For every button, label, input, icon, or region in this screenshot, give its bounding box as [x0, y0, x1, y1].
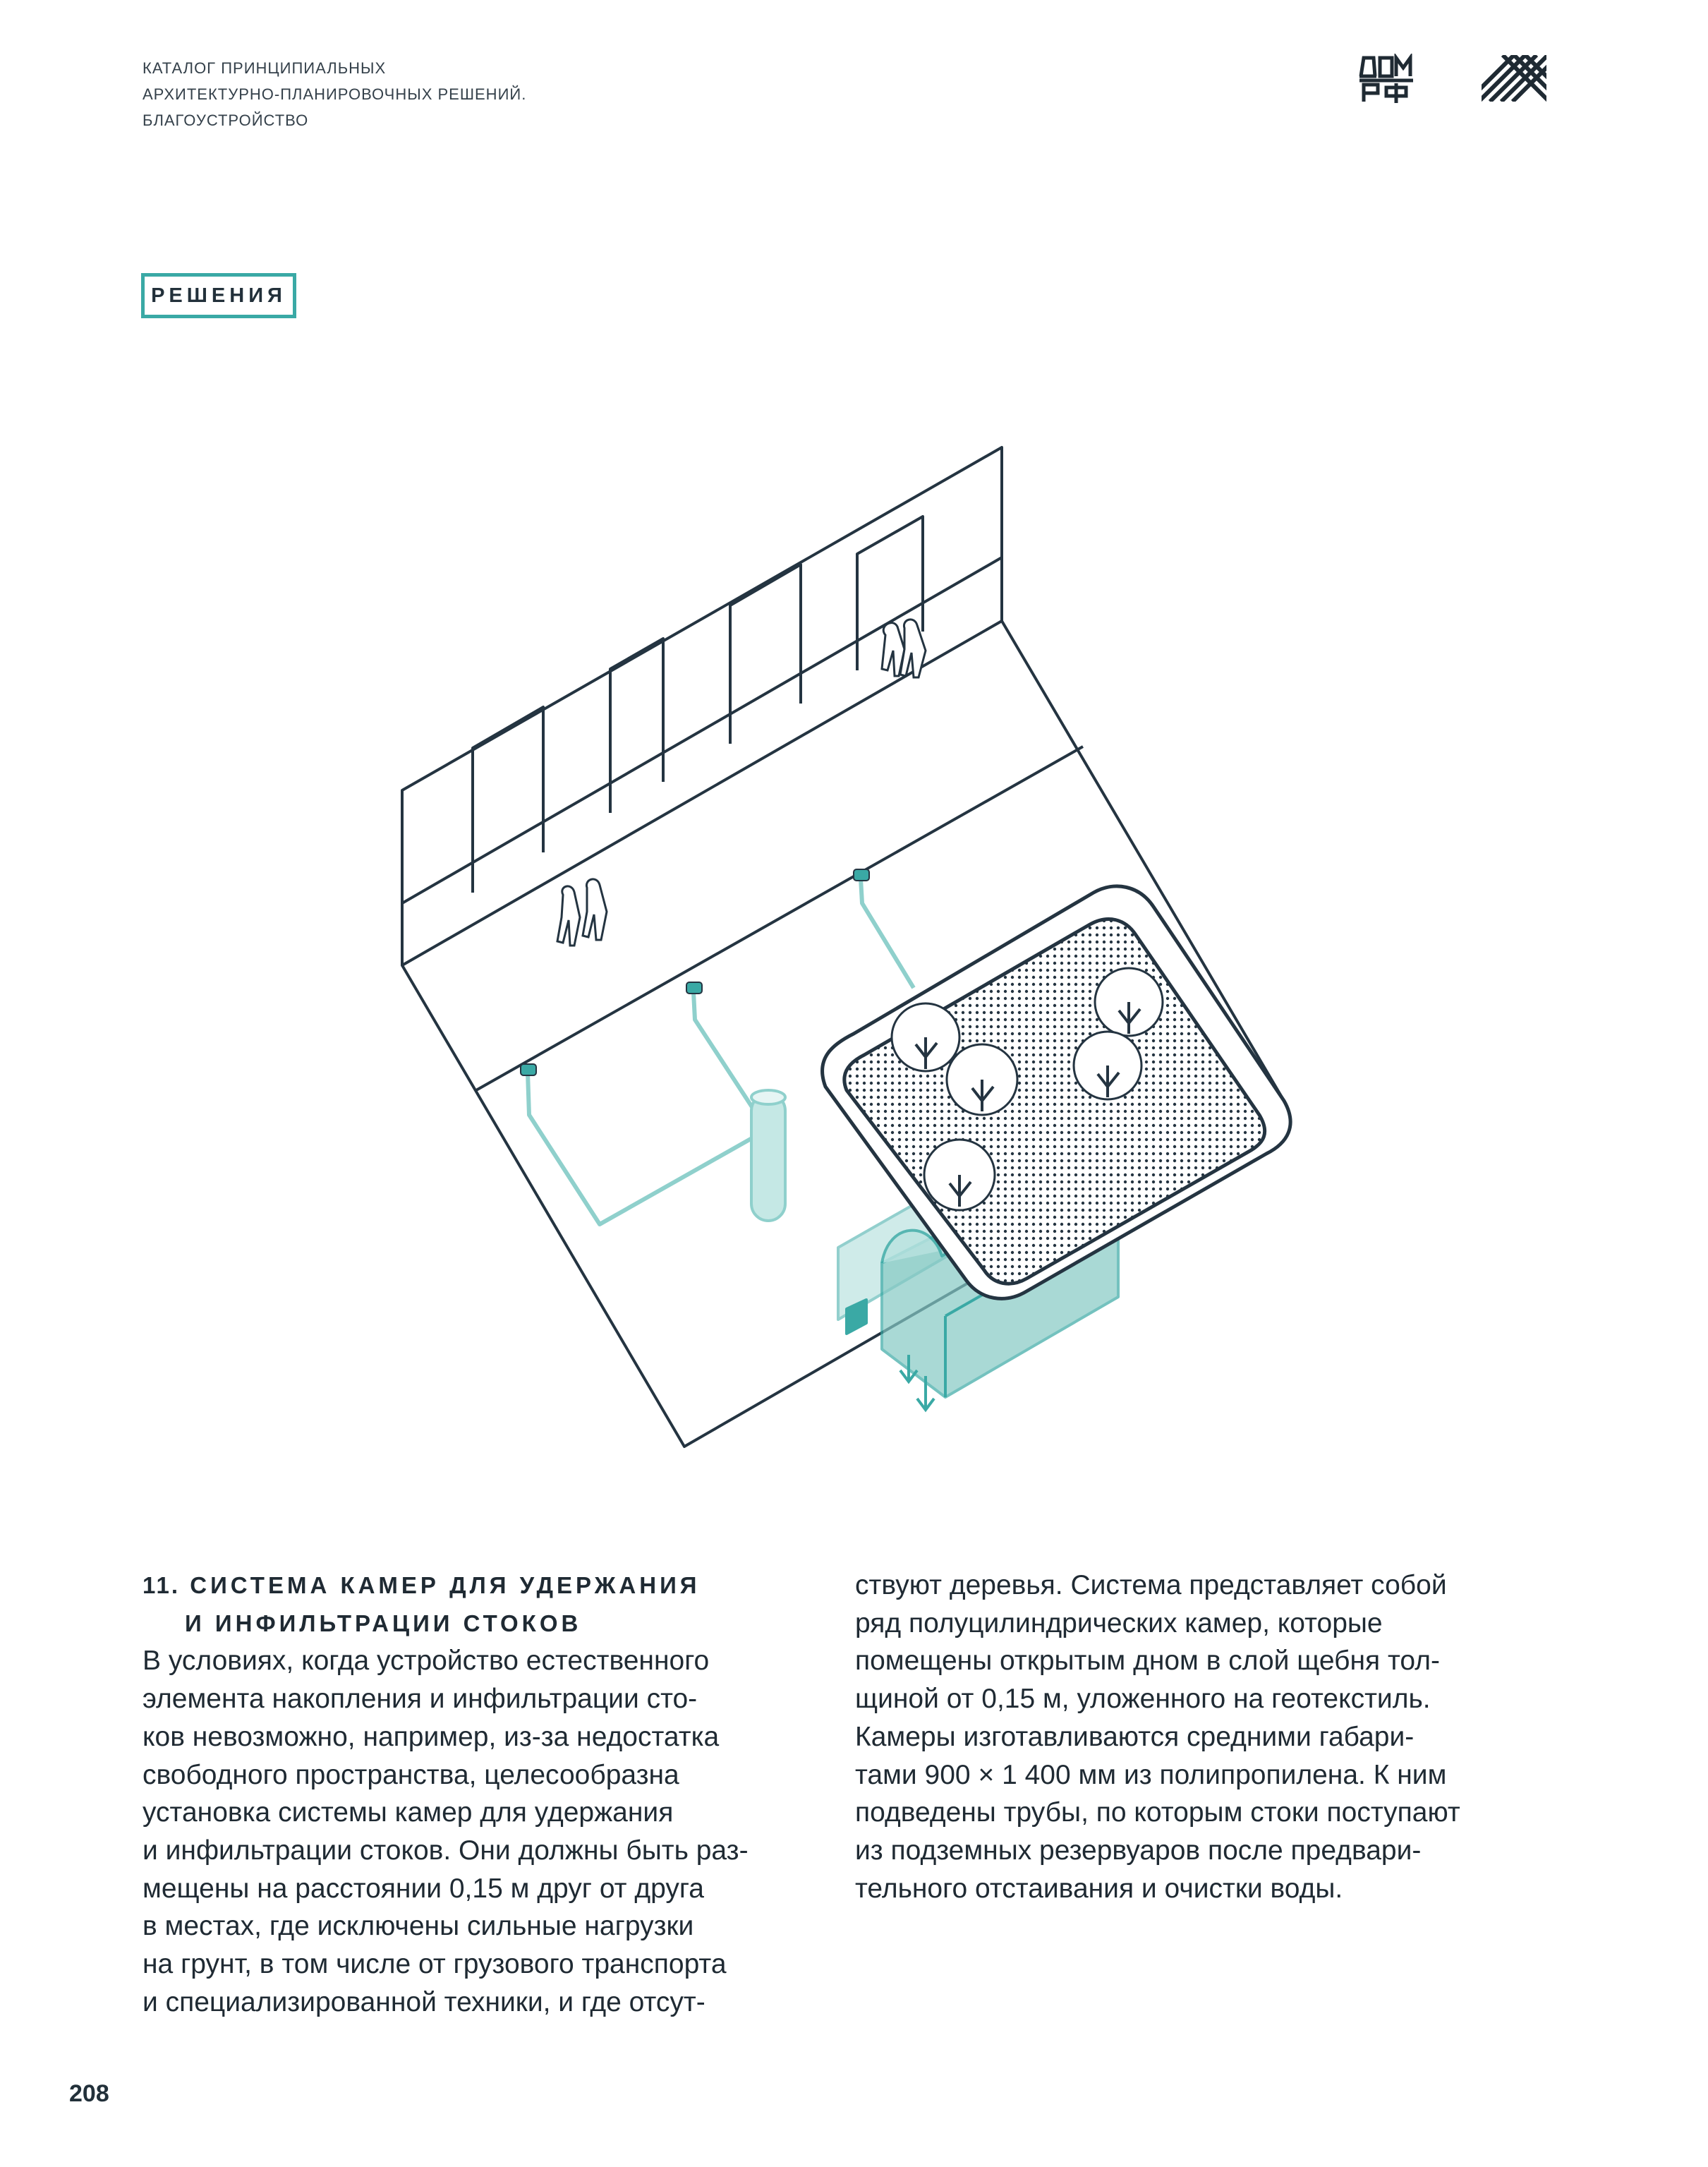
body-line: элемента накопления и инфильтрации сто- [143, 1684, 698, 1715]
body-line: и специализированной техники, и где отсут- [143, 1986, 705, 2017]
body-line: ряд полуцилиндрических камер, которые [855, 1607, 1383, 1638]
body-line: тами 900 × 1 400 мм из полипропилена. К ним [855, 1759, 1447, 1790]
body-line: В условиях, когда устройство естественного [143, 1646, 710, 1677]
body-line: Камеры изготавливаются средними габари- [855, 1721, 1415, 1752]
dom-rf-logo [1358, 54, 1415, 104]
solution-title [143, 1567, 848, 1642]
body-line: помещены открытым дном в слой щебня тол- [855, 1646, 1440, 1677]
page-number: 208 [69, 2080, 109, 2107]
body-line: ствуют деревья. Система представляет собой [855, 1570, 1447, 1600]
body-line: ков невозможно, например, из-за недостатка [143, 1721, 720, 1752]
body-line: в местах, где исключены сильные нагрузки [143, 1911, 694, 1942]
body-line: щиной от 0,15 м, уложенного на геотекстиль. [855, 1684, 1431, 1715]
body-line: на грунт, в том числе от грузового транспорта [143, 1949, 727, 1980]
body-line: из подземных резервуаров после предвари- [855, 1835, 1422, 1866]
body-line: подведены трубы, по которым стоки поступают [855, 1797, 1460, 1828]
catalog-title-line: КАТАЛОГ ПРИНЦИПИАЛЬНЫХ [143, 59, 387, 77]
body-column-left [143, 1567, 848, 2021]
body-column-right [855, 1567, 1575, 1907]
body-line: тельного отстаивания и очистки воды. [855, 1873, 1343, 1904]
catalog-title-line: АРХИТЕКТУРНО-ПЛАНИРОВОЧНЫХ РЕШЕНИЙ. [143, 85, 527, 103]
body-line: мещены на расстоянии 0,15 м друг от друга [143, 1873, 704, 1904]
solution-title-line: И ИНФИЛЬТРАЦИИ СТОКОВ [185, 1610, 582, 1636]
retention-chambers-diagram [395, 437, 1319, 1468]
body-line: установка системы камер для удержания [143, 1797, 674, 1828]
pattern-logo [1482, 55, 1546, 102]
solution-number: 11. [143, 1572, 181, 1598]
body-line: и инфильтрации стоков. Они должны быть раз- [143, 1835, 749, 1866]
catalog-title [143, 55, 777, 133]
catalog-title-line: БЛАГОУСТРОЙСТВО [143, 111, 309, 129]
solution-title-line: СИСТЕМА КАМЕР ДЛЯ УДЕРЖАНИЯ [190, 1572, 701, 1598]
section-badge: РЕШЕНИЯ [141, 273, 296, 318]
body-line: свободного пространства, целесообразна [143, 1759, 679, 1790]
